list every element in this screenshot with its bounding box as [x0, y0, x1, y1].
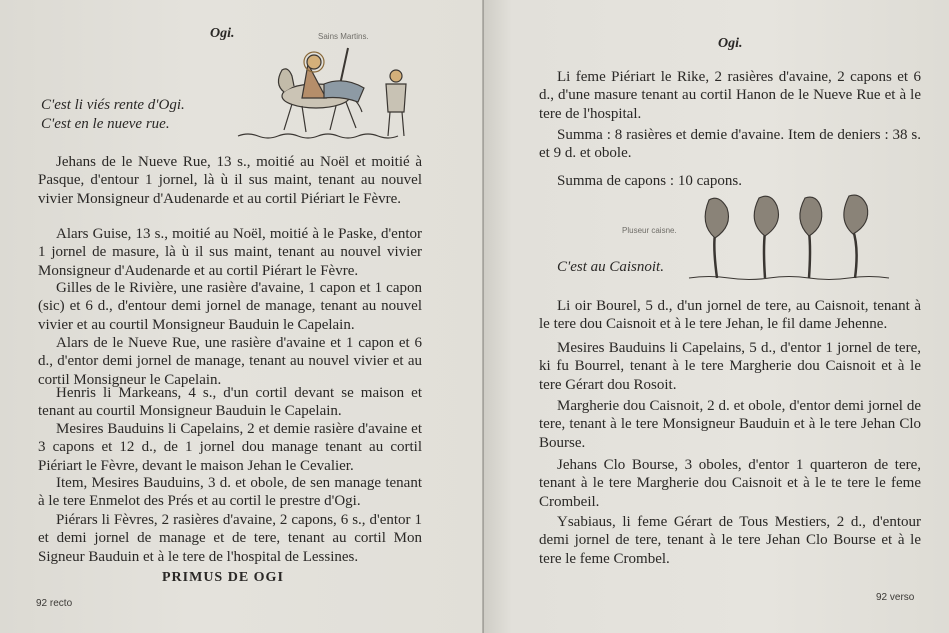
folio: 92 recto — [36, 598, 73, 609]
illustration-caption: Sains Martins. — [318, 32, 369, 41]
location-heading-line: C'est en le nueve rue. — [41, 116, 170, 132]
running-head: Ogi. — [210, 26, 235, 41]
entry-paragraph: Item, Mesires Bauduins, 3 d. et obole, de sen manage tenant à le tere Enmelot des Prés et au cortil le prestre d'Ogi. — [38, 475, 422, 510]
entry-paragraph: Jehans Clo Bourse, 3 oboles, d'entor 1 quarteron de tere, tenant à le tere Margherie dou Caisnoit et à le te tere le feme Crombeil. — [539, 457, 921, 510]
oak-trees-illustration — [689, 192, 889, 284]
location-heading: C'est au Caisnoit. — [557, 259, 664, 275]
entry-paragraph: Alars Guise, 13 s., moitié au Noël, moitié à le Paske, d'entor 1 jornel de masure, là ù il sus maint, tenant au nouvel vivier Monsigneur d'Audenarde et au cortil Piérart le Fèvre. — [38, 226, 422, 279]
entry-paragraph: Mesires Bauduins li Capelains, 2 et demie rasière d'avaine et 3 capons et 12 d., de 1 jornel dou manage tenant au cortil Piériart le Fèvre, devant le maison Jehan le Cevalier. — [38, 421, 422, 474]
illustration-caption: Pluseur caisne. — [622, 226, 677, 235]
summa-paragraph: Summa de capons : 10 capons. — [557, 173, 742, 189]
location-heading-line: C'est li viés rente d'Ogi. — [41, 97, 185, 113]
right-page — [484, 0, 949, 633]
folio: 92 verso — [876, 592, 915, 603]
entry-paragraph: Gilles de le Rivière, une rasière d'avaine, 1 capon et 1 capon (sic) et 6 d., d'entour demi jornel de manage, tenant au nouvel vivier et au courtil Monsigneur Bauduin le Capelain. — [38, 280, 422, 333]
running-head: Ogi. — [718, 36, 743, 51]
entry-paragraph: Henris li Markeans, 4 s., d'un cortil devant se maison et tenant au courtil Monsigneur Bauduin le Capelain. — [38, 385, 422, 420]
saint-martin-illustration — [236, 44, 416, 144]
section-title: PRIMUS DE OGI — [162, 570, 284, 585]
summa-paragraph: Summa : 8 rasières et demie d'avaine. Item de deniers : 38 s. et 9 d. et obole. — [539, 127, 921, 162]
entry-paragraph: Jehans de le Nueve Rue, 13 s., moitié au Noël et moitié à Pasque, d'entour 1 jornel, là ù il sus maint, tenant au nouvel vivier Monsigneur d'Audenarde et au cortil Piériart le Fèvre. — [38, 154, 422, 207]
entry-paragraph: Ysabiaus, li feme Gérart de Tous Mestiers, 2 d., d'entour demi jornel de tere, tenant à le tere Jehan Clo Bourse et à le tere le feme Crombel. — [539, 514, 921, 567]
entry-paragraph: Mesires Bauduins li Capelains, 5 d., d'entor 1 jornel de tere, ki fu Bourrel, tenant à le tere Margherie dou Caisnoit et à le tere Gérart dou Rosoit. — [539, 340, 921, 393]
entry-paragraph: Li oir Bourel, 5 d., d'un jornel de tere, au Caisnoit, tenant à le tere dou Caisnoit et à le tere Jehan, le fil dame Jehenne. — [539, 298, 921, 333]
entry-paragraph: Li feme Piériart le Rike, 2 rasières d'avaine, 2 capons et 6 d., d'une masure tenant au cortil Hanon de le Nueve Rue et à le tere de l'hospital. — [539, 69, 921, 122]
entry-paragraph: Piérars li Fèvres, 2 rasières d'avaine, 2 capons, 6 s., d'entor 1 et demi jornel de manage et de tere, tenant au cortil Mon Signeur Bauduin et à le tere de l'hospital de Lessines. — [38, 512, 422, 565]
location-heading — [41, 96, 185, 134]
entry-paragraph: Margherie dou Caisnoit, 2 d. et obole, d'entor demi jornel de tere, tenant à le tere Monsigneur Bauduin et à le tere Jehan Clo Bourse. — [539, 398, 921, 451]
entry-paragraph: Alars de le Nueve Rue, une rasière d'avaine et 1 capon et 6 d., d'entor demi jornel de manage, tenant au nouvel vivier et au cortil Monsigneur le Capelain. — [38, 335, 422, 388]
